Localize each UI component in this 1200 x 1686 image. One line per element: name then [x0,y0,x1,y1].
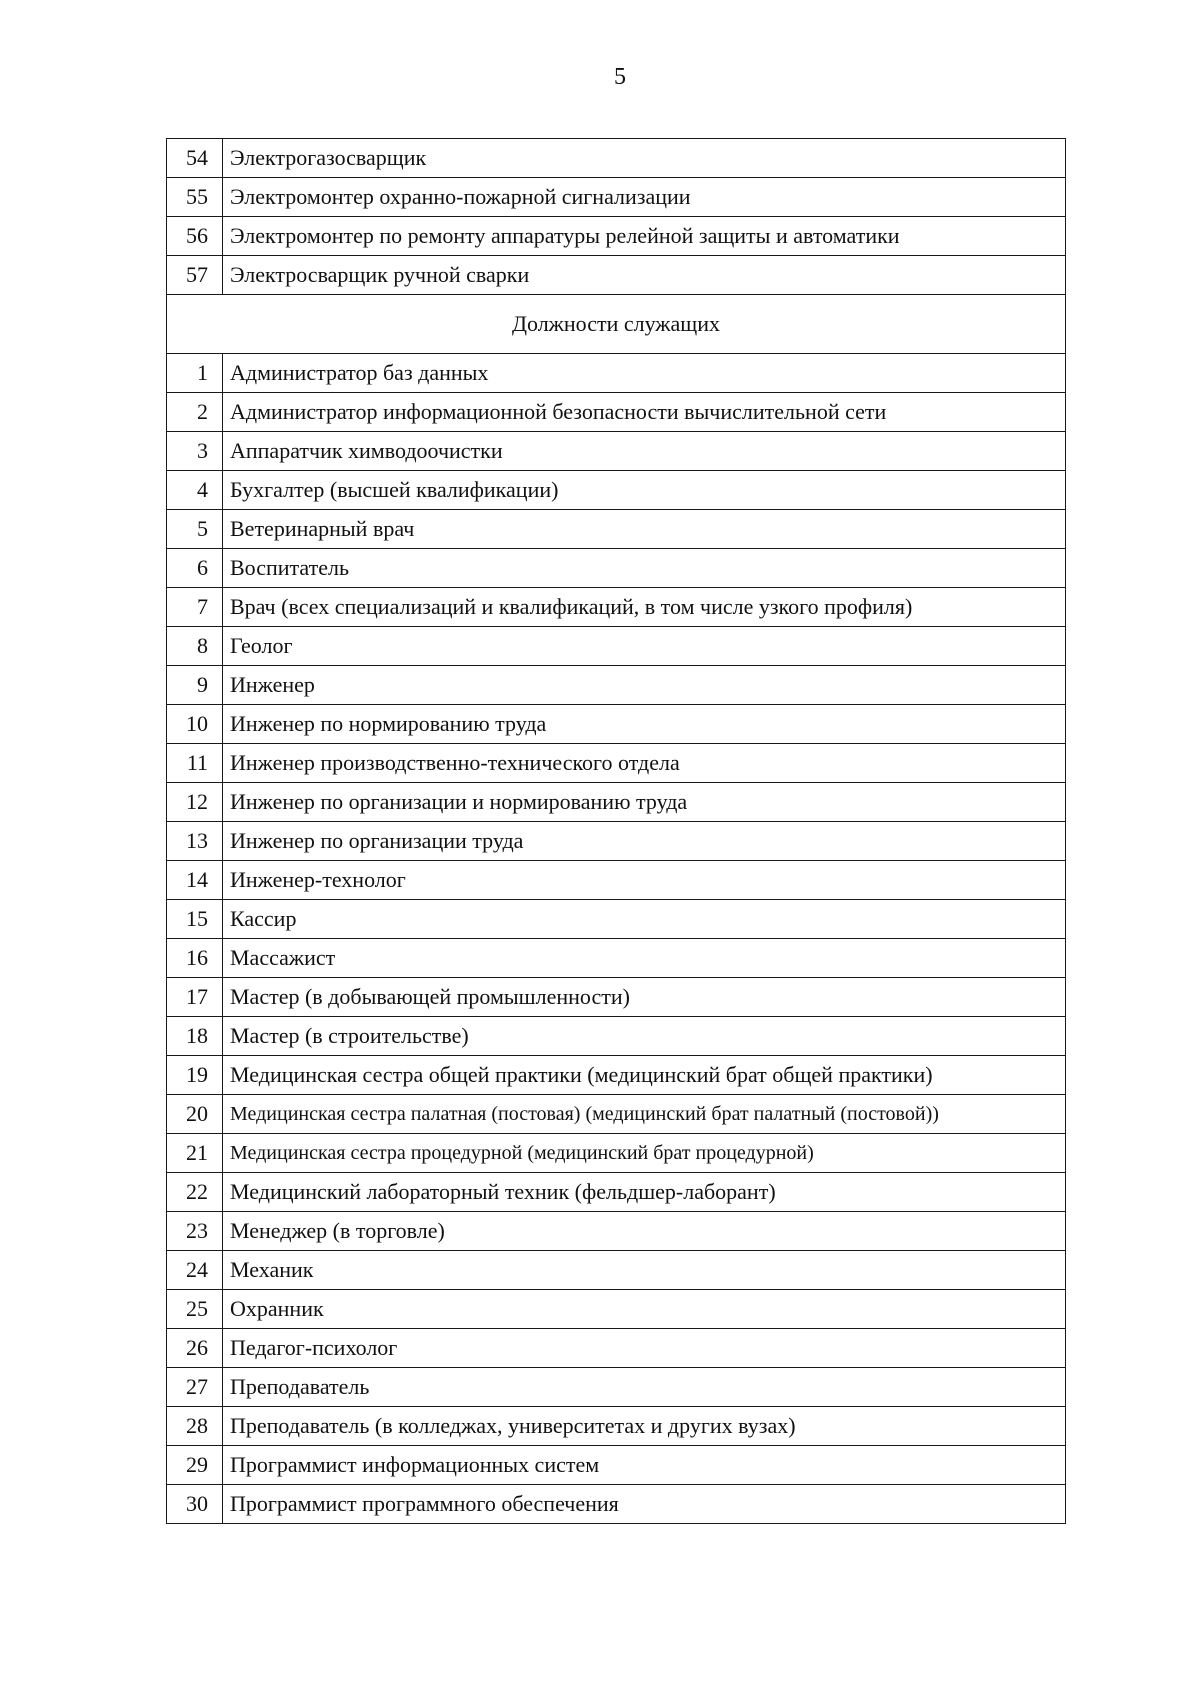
table-row [167,1446,1066,1485]
table-row [167,627,1066,666]
table-row [167,939,1066,978]
table-row [167,744,1066,783]
table-row [167,139,1066,178]
table-row [167,1056,1066,1095]
row-number: 23 [167,1212,223,1251]
row-number: 24 [167,1251,223,1290]
row-number: 9 [167,666,223,705]
row-title: Инженер производственно-технического отдела [223,744,1066,783]
row-title: Массажист [223,939,1066,978]
row-number: 13 [167,822,223,861]
table-row [167,549,1066,588]
row-title: Инженер [223,666,1066,705]
row-number: 7 [167,588,223,627]
row-number: 19 [167,1056,223,1095]
row-number: 28 [167,1407,223,1446]
row-title: Программист информационных систем [223,1446,1066,1485]
row-title: Механик [223,1251,1066,1290]
table-row [167,822,1066,861]
row-number: 26 [167,1329,223,1368]
row-title: Ветеринарный врач [223,510,1066,549]
row-number: 56 [167,217,223,256]
table-row [167,256,1066,295]
table-row [167,900,1066,939]
section-header-row [167,295,1066,354]
table-row [167,1290,1066,1329]
row-number: 17 [167,978,223,1017]
row-number: 22 [167,1173,223,1212]
row-number: 25 [167,1290,223,1329]
table-row [167,432,1066,471]
table-row [167,393,1066,432]
row-number: 11 [167,744,223,783]
page-number: 5 [614,64,626,90]
table-row [167,217,1066,256]
row-number: 10 [167,705,223,744]
row-title: Мастер (в строительстве) [223,1017,1066,1056]
table-row [167,1212,1066,1251]
row-title: Аппаратчик химводоочистки [223,432,1066,471]
row-title: Медицинский лабораторный техник (фельдшер-лаборант) [223,1173,1066,1212]
row-title: Мастер (в добывающей промышленности) [223,978,1066,1017]
row-number: 2 [167,393,223,432]
table-row [167,861,1066,900]
row-title: Инженер-технолог [223,861,1066,900]
table-row [167,1485,1066,1524]
table-row [167,1407,1066,1446]
row-title: Инженер по организации и нормированию труда [223,783,1066,822]
row-title: Воспитатель [223,549,1066,588]
row-number: 8 [167,627,223,666]
row-title: Геолог [223,627,1066,666]
row-number: 12 [167,783,223,822]
row-title: Педагог-психолог [223,1329,1066,1368]
row-title: Электрогазосварщик [223,139,1066,178]
row-title: Программист программного обеспечения [223,1485,1066,1524]
row-title: Инженер по нормированию труда [223,705,1066,744]
row-title: Инженер по организации труда [223,822,1066,861]
table-row [167,783,1066,822]
row-title: Медицинская сестра палатная (постовая) (медицинский брат палатный (постовой)) [223,1095,1066,1134]
row-title: Администратор баз данных [223,354,1066,393]
row-title: Бухгалтер (высшей квалификации) [223,471,1066,510]
row-number: 57 [167,256,223,295]
table-row [167,978,1066,1017]
row-number: 30 [167,1485,223,1524]
table-row [167,1134,1066,1173]
table-row [167,1095,1066,1134]
table-row [167,666,1066,705]
positions-table [166,138,1066,1524]
row-title: Кассир [223,900,1066,939]
row-number: 29 [167,1446,223,1485]
row-title: Преподаватель [223,1368,1066,1407]
table-row [167,705,1066,744]
table-row [167,1251,1066,1290]
row-title: Преподаватель (в колледжах, университетах и других вузах) [223,1407,1066,1446]
row-number: 1 [167,354,223,393]
row-number: 3 [167,432,223,471]
row-number: 20 [167,1095,223,1134]
row-number: 4 [167,471,223,510]
table-row [167,588,1066,627]
row-title: Медицинская сестра общей практики (медицинский брат общей практики) [223,1056,1066,1095]
row-number: 21 [167,1134,223,1173]
table-row [167,178,1066,217]
table-row [167,1329,1066,1368]
table-row [167,471,1066,510]
row-title: Охранник [223,1290,1066,1329]
row-title: Менеджер (в торговле) [223,1212,1066,1251]
table-row [167,1368,1066,1407]
row-number: 5 [167,510,223,549]
row-number: 18 [167,1017,223,1056]
row-number: 54 [167,139,223,178]
table-row [167,1173,1066,1212]
row-number: 27 [167,1368,223,1407]
row-title: Электросварщик ручной сварки [223,256,1066,295]
row-number: 55 [167,178,223,217]
row-title: Электромонтер по ремонту аппаратуры релейной защиты и автоматики [223,217,1066,256]
row-number: 15 [167,900,223,939]
row-number: 6 [167,549,223,588]
table-row [167,354,1066,393]
row-title: Электромонтер охранно-пожарной сигнализации [223,178,1066,217]
table-row [167,510,1066,549]
row-title: Медицинская сестра процедурной (медицинский брат процедурной) [223,1134,1066,1173]
table-row [167,1017,1066,1056]
row-title: Администратор информационной безопасности вычислительной сети [223,393,1066,432]
row-number: 16 [167,939,223,978]
section-title: Должности служащих [167,295,1066,354]
row-title: Врач (всех специализаций и квалификаций, в том числе узкого профиля) [223,588,1066,627]
row-number: 14 [167,861,223,900]
